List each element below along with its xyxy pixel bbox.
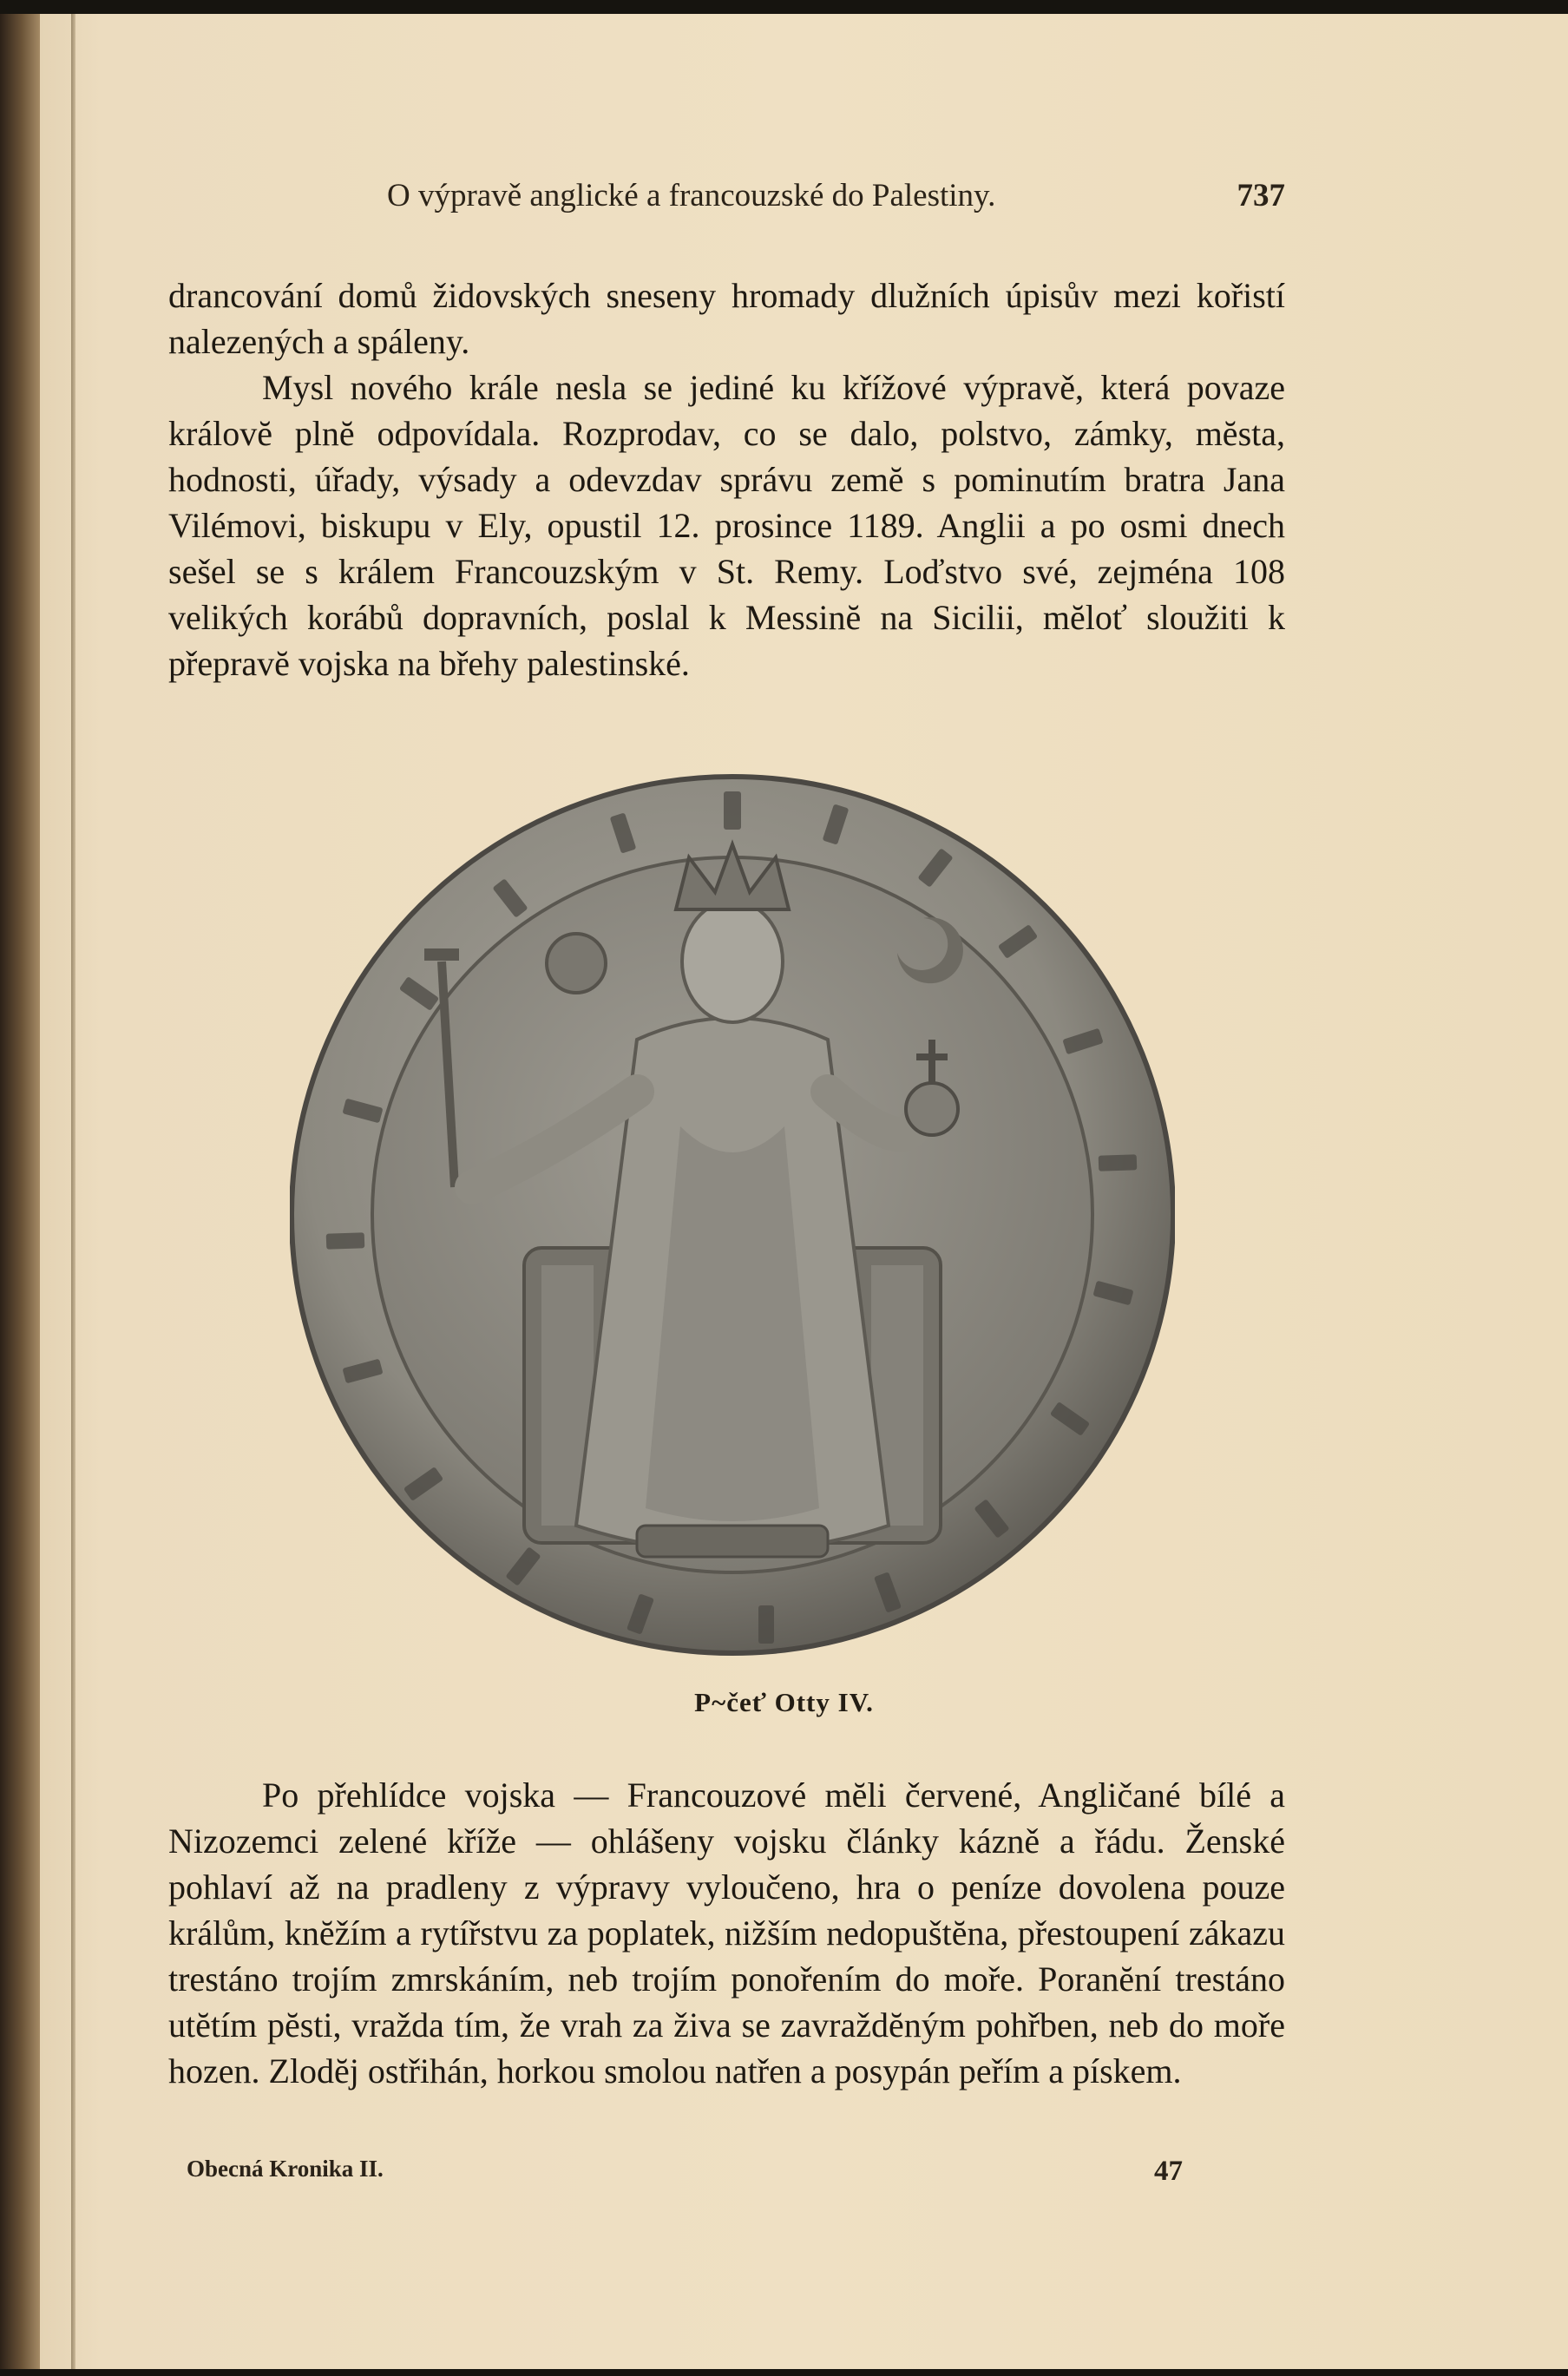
paragraph: Po přehlídce vojska — Francouzové mĕli červené, Angličané bílé a Nizozemci zelené kříže — ohlášeny vojsku články kázně a řádu. Ženské pohlaví až na pradleny z výpravy vyloučeno, hra o peníze dovolena pouze králům, knĕžím a rytířstvu za poplatek, nižším nedopuštĕna, přestoupení zákazu trestáno trojím zmrskáním, neb trojím ponořením do moře. Poranĕní trestáno utĕtím pĕsti, vražda tím, že vrah za živa se zavraždĕným pohřben, neb do moře hozen. Zlodĕj ostřihán, horkou smolou natřen a posypán peřím a pískem. bbox=[168, 1775, 1285, 2090]
figure-caption: P~čeť Otty IV. bbox=[694, 1687, 874, 1717]
running-title: O výpravě anglické a francouzské do Palestiny. bbox=[387, 178, 996, 213]
text-block-top bbox=[168, 272, 1285, 686]
seal-of-otto-iv-image bbox=[290, 762, 1175, 1664]
page-number: 737 bbox=[1237, 178, 1285, 213]
page-gutter-shadow bbox=[71, 14, 75, 2369]
paragraph: drancování domů židovských sneseny hromady dlužních úpisův mezi kořistí nalezených a spáleny. bbox=[168, 276, 1285, 361]
footer-sheet-number: 47 bbox=[1154, 2156, 1183, 2187]
footer-signature: Obecná Kronika II. bbox=[187, 2156, 384, 2182]
adjacent-page-edge bbox=[0, 14, 40, 2369]
paragraph: Mysl nového krále nesla se jediné ku křížové výpravě, která povaze královĕ plnĕ odpovídala. Rozprodav, co se dalo, polstvo, zámky, mĕsta, hodnosti, úřady, výsady a odevzdav správu zemĕ s pominutím bratra Jana Vilémovi, biskupu v Ely, opustil 12. prosince 1189. Anglii a po osmi dnech sešel se s králem Francouzským v St. Remy. Loďstvo své, zejména 108 velikých korábů dopravních, poslal k Messinĕ na Sicilii, mĕloť sloužiti k přepravĕ vojska na břehy palestinské. bbox=[168, 368, 1285, 683]
running-header bbox=[387, 174, 1285, 226]
seal-illustration bbox=[290, 762, 1175, 1664]
text-block-bottom bbox=[168, 1772, 1285, 2094]
